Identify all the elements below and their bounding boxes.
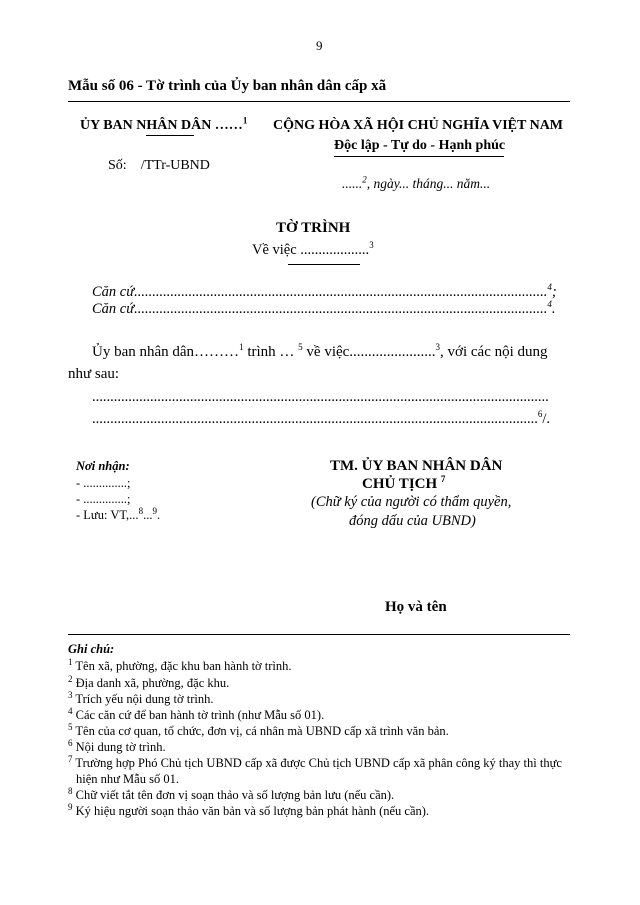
notes-label: Ghi chú: xyxy=(68,642,115,656)
basis-line-2: Căn cứ..................................................................................................................$^4$. xyxy=(92,299,556,317)
motto-underline xyxy=(334,156,504,157)
agency-underline xyxy=(146,135,194,136)
recipient-item: - ..............; xyxy=(76,476,131,490)
content-dots-1: .............................................................................................................................. xyxy=(92,389,549,405)
document-title: TỜ TRÌNH xyxy=(276,220,351,236)
signature-instruction-2: đóng dấu của UBND) xyxy=(349,513,476,529)
signature-instruction-1: (Chữ ký của người có thẩm quyền, xyxy=(311,494,512,510)
recipient-archive: - Lưu: VT,...$^8$...$^9$. xyxy=(76,505,161,522)
note-item-continuation: hiện như Mẫu số 01. xyxy=(76,772,179,786)
notes-rule xyxy=(68,634,570,635)
signature-position: CHỦ TỊCH $^7$ xyxy=(362,474,446,492)
note-item: $^1$ Tên xã, phường, đặc khu ban hành tờ trình. xyxy=(68,656,292,673)
note-item: $^6$ Nội dung tờ trình. xyxy=(68,737,166,754)
content-dots-2: ...........................................................................................................................$^6$/. xyxy=(92,409,551,427)
note-item: $^3$ Trích yếu nội dung tờ trình. xyxy=(68,689,214,706)
page-number: 9 xyxy=(316,38,323,53)
note-item: $^4$ Các căn cứ để ban hành tờ trình (như Mẫu số 01). xyxy=(68,705,325,722)
form-title: Mẫu số 06 - Tờ trình của Ủy ban nhân dân cấp xã xyxy=(68,78,387,94)
subject-underline xyxy=(288,264,360,265)
document-subject: Về việc ...................$^3$ xyxy=(252,240,374,258)
note-item: $^7$ Trường hợp Phó Chủ tịch UBND cấp xã được Chủ tịch UBND cấp xã phân công ký thay thì thực xyxy=(68,753,562,770)
footnote-ref: 1 xyxy=(242,115,248,126)
title-rule xyxy=(68,101,570,102)
agency-name: ỦY BAN NHÂN DÂN ……$^1$ xyxy=(80,115,248,133)
document-number: Số: /TTr-UBND xyxy=(108,158,210,173)
note-item: $^5$ Tên của cơ quan, tổ chức, đơn vị, cá nhân mà UBND cấp xã trình văn bản. xyxy=(68,721,449,738)
recipients-label: Nơi nhận: xyxy=(76,459,130,473)
note-item: $^8$ Chữ viết tắt tên đơn vị soạn thảo và số lượng bản lưu (nếu cần). xyxy=(68,785,395,802)
national-title: CỘNG HÒA XÃ HỘI CHỦ NGHĨA VIỆT NAM xyxy=(273,118,564,133)
note-item: $^9$ Ký hiệu người soạn thảo văn bản và số lượng bản phát hành (nếu cần). xyxy=(68,801,430,818)
national-motto: Độc lập - Tự do - Hạnh phúc xyxy=(334,138,506,153)
recipient-item: - ..............; xyxy=(76,492,131,506)
signer-name: Họ và tên xyxy=(385,599,447,615)
body-paragraph-line-2: như sau: xyxy=(68,366,120,382)
basis-line-1: Căn cứ..................................................................................................................$^4$; xyxy=(92,282,557,300)
note-item: $^2$ Địa danh xã, phường, đặc khu. xyxy=(68,673,230,690)
body-paragraph-line-1: Ủy ban nhân dân………$^1$ trình … $^5$ về việc.......................$^3$, với các nội dung xyxy=(92,342,548,360)
place-date: ......$^2$, ngày... tháng... năm... xyxy=(342,174,491,191)
signature-title: TM. ỦY BAN NHÂN DÂN xyxy=(330,458,503,474)
